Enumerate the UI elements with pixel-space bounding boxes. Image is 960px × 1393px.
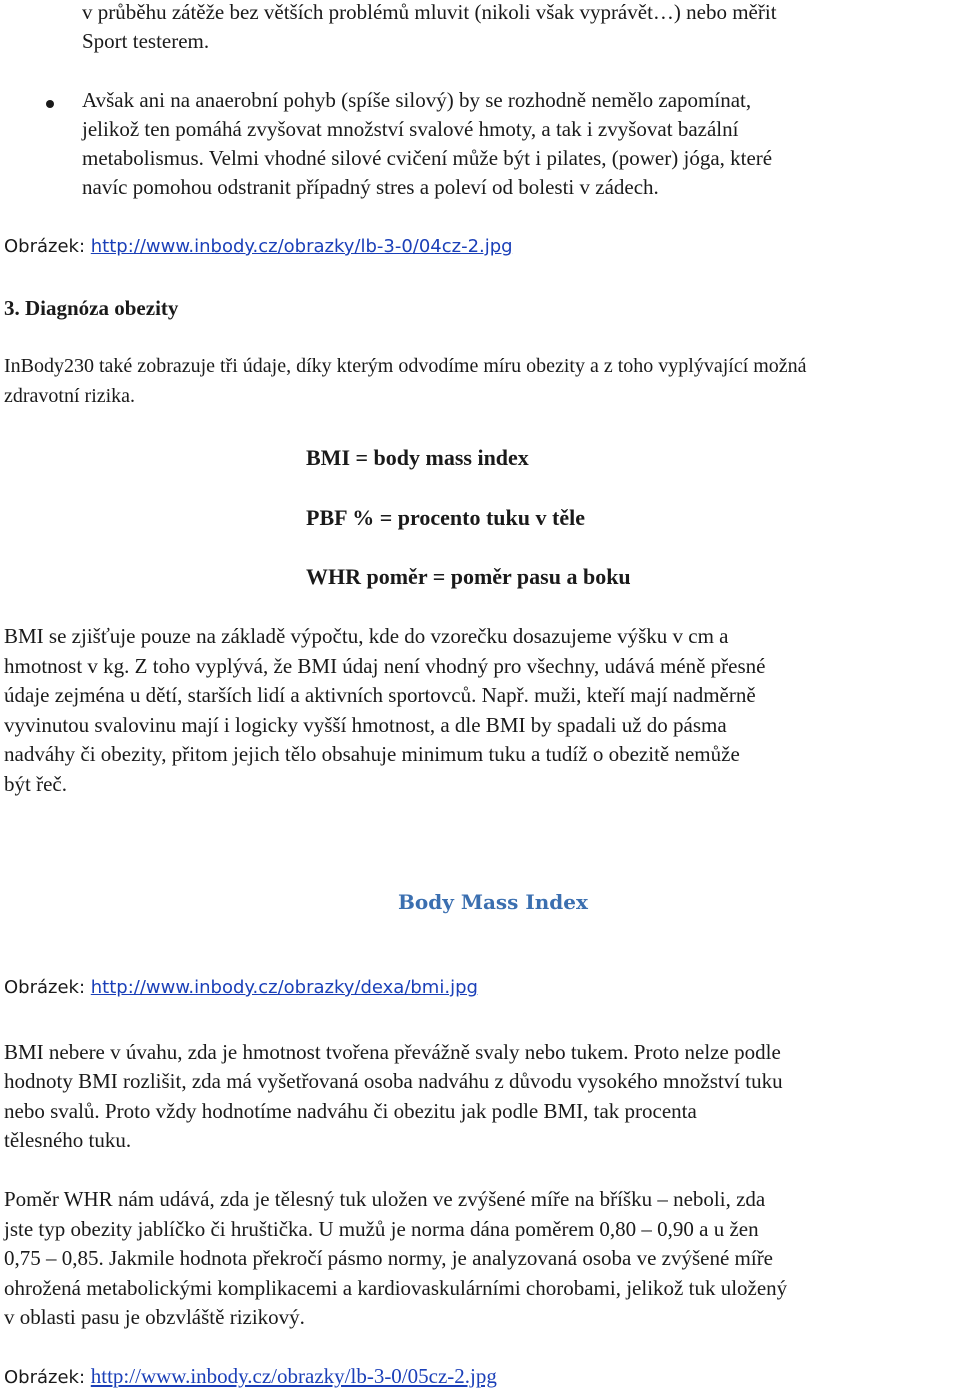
- intro-line-2: zdravotní rizika.: [4, 385, 136, 407]
- bullet2-line-3: metabolismus. Velmi vhodné silové cvičení může být i pilates, (power) jóga, které: [82, 146, 773, 170]
- figure3-caption: [4, 1361, 497, 1393]
- figure1-label: Obrázek:: [4, 236, 91, 257]
- bullet2-line-1: Avšak ani na anaerobní pohyb (spíše silový) by se rozhodně nemělo zapomínat,: [82, 88, 752, 112]
- bmi-paragraph-line-3: údaje zejména u dětí, starších lidí a aktivních sportovců. Např. muži, kteří mají nadměrně: [4, 683, 756, 707]
- bullet-dot-icon: [46, 100, 54, 108]
- bullet1-line-1: v průběhu zátěže bez větších problémů mluvit (nikoli však vyprávět…) nebo měřit: [82, 0, 777, 24]
- bmi-note-line-4: tělesného tuku.: [4, 1128, 132, 1152]
- figure3-label: Obrázek:: [4, 1367, 91, 1388]
- figure1-caption: [4, 232, 513, 262]
- figure3-link[interactable]: http://www.inbody.cz/obrazky/lb-3-0/05cz-2.jpg: [90, 1364, 497, 1388]
- whr-paragraph-line-2: jste typ obezity jablíčko či hruštička. U mužů je norma dána poměrem 0,80 – 0,90 a u žen: [4, 1217, 759, 1241]
- figure2-link[interactable]: http://www.inbody.cz/obrazky/dexa/bmi.jpg: [90, 977, 478, 998]
- bmi-note-line-1: BMI nebere v úvahu, zda je hmotnost tvořena převážně svaly nebo tukem. Proto nelze podle: [4, 1040, 781, 1064]
- section3-title: 3. Diagnóza obezity: [4, 296, 179, 320]
- bullet1-line-2: Sport testerem.: [82, 29, 210, 53]
- figure2-caption: [4, 973, 478, 1003]
- bmi-note-line-2: hodnoty BMI rozlišit, zda má vyšetřovaná osoba nadváhu z důvodu vysokého množství tuku: [4, 1069, 783, 1093]
- bmi-paragraph-line-6: být řeč.: [4, 772, 67, 796]
- bmi-paragraph-line-4: vyvinutou svalovinu mají i logicky vyšší hmotnost, a dle BMI by spadali už do pásma: [4, 713, 727, 737]
- definition-pbf: PBF % = procento tuku v těle: [306, 505, 585, 530]
- bmi-note-line-3: nebo svalů. Proto vždy hodnotíme nadváhu či obezitu jak podle BMI, tak procenta: [4, 1099, 697, 1123]
- definition-whr: WHR poměr = poměr pasu a boku: [306, 564, 631, 589]
- bmi-paragraph-line-5: nadváhy či obezity, přitom jejich tělo obsahuje minimum tuku a tudíž o obezitě nemůže: [4, 742, 740, 766]
- figure1-link[interactable]: http://www.inbody.cz/obrazky/lb-3-0/04cz-2.jpg: [90, 236, 513, 257]
- bullet2-line-4: navíc pomohou odstranit případný stres a poleví od bolesti v zádech.: [82, 175, 659, 199]
- whr-paragraph-line-5: v oblasti pasu je obzvláště rizikový.: [4, 1305, 305, 1329]
- bmi-heading: Body Mass Index: [398, 890, 588, 914]
- bmi-paragraph-line-2: hmotnost v kg. Z toho vyplývá, že BMI údaj není vhodný pro všechny, udává méně přesné: [4, 654, 766, 678]
- definition-bmi: BMI = body mass index: [306, 445, 529, 470]
- bmi-paragraph-line-1: BMI se zjišťuje pouze na základě výpočtu, kde do vzorečku dosazujeme výšku v cm a: [4, 624, 729, 648]
- intro-line-1: InBody230 také zobrazuje tři údaje, díky kterým odvodíme míru obezity a z toho vyplývající možná: [4, 355, 807, 377]
- whr-paragraph-line-1: Poměr WHR nám udává, zda je tělesný tuk uložen ve zvýšené míře na bříšku – neboli, zda: [4, 1187, 766, 1211]
- whr-paragraph-line-3: 0,75 – 0,85. Jakmile hodnota překročí pásmo normy, je analyzovaná osoba ve zvýšené míře: [4, 1246, 774, 1270]
- figure2-label: Obrázek:: [4, 977, 91, 998]
- whr-paragraph-line-4: ohrožená metabolickými komplikacemi a kardiovaskulárními chorobami, jelikož tuk uložený: [4, 1276, 788, 1300]
- bullet2-line-2: jelikož ten pomáhá zvyšovat množství svalové hmoty, a tak i zvyšovat bazální: [82, 117, 739, 141]
